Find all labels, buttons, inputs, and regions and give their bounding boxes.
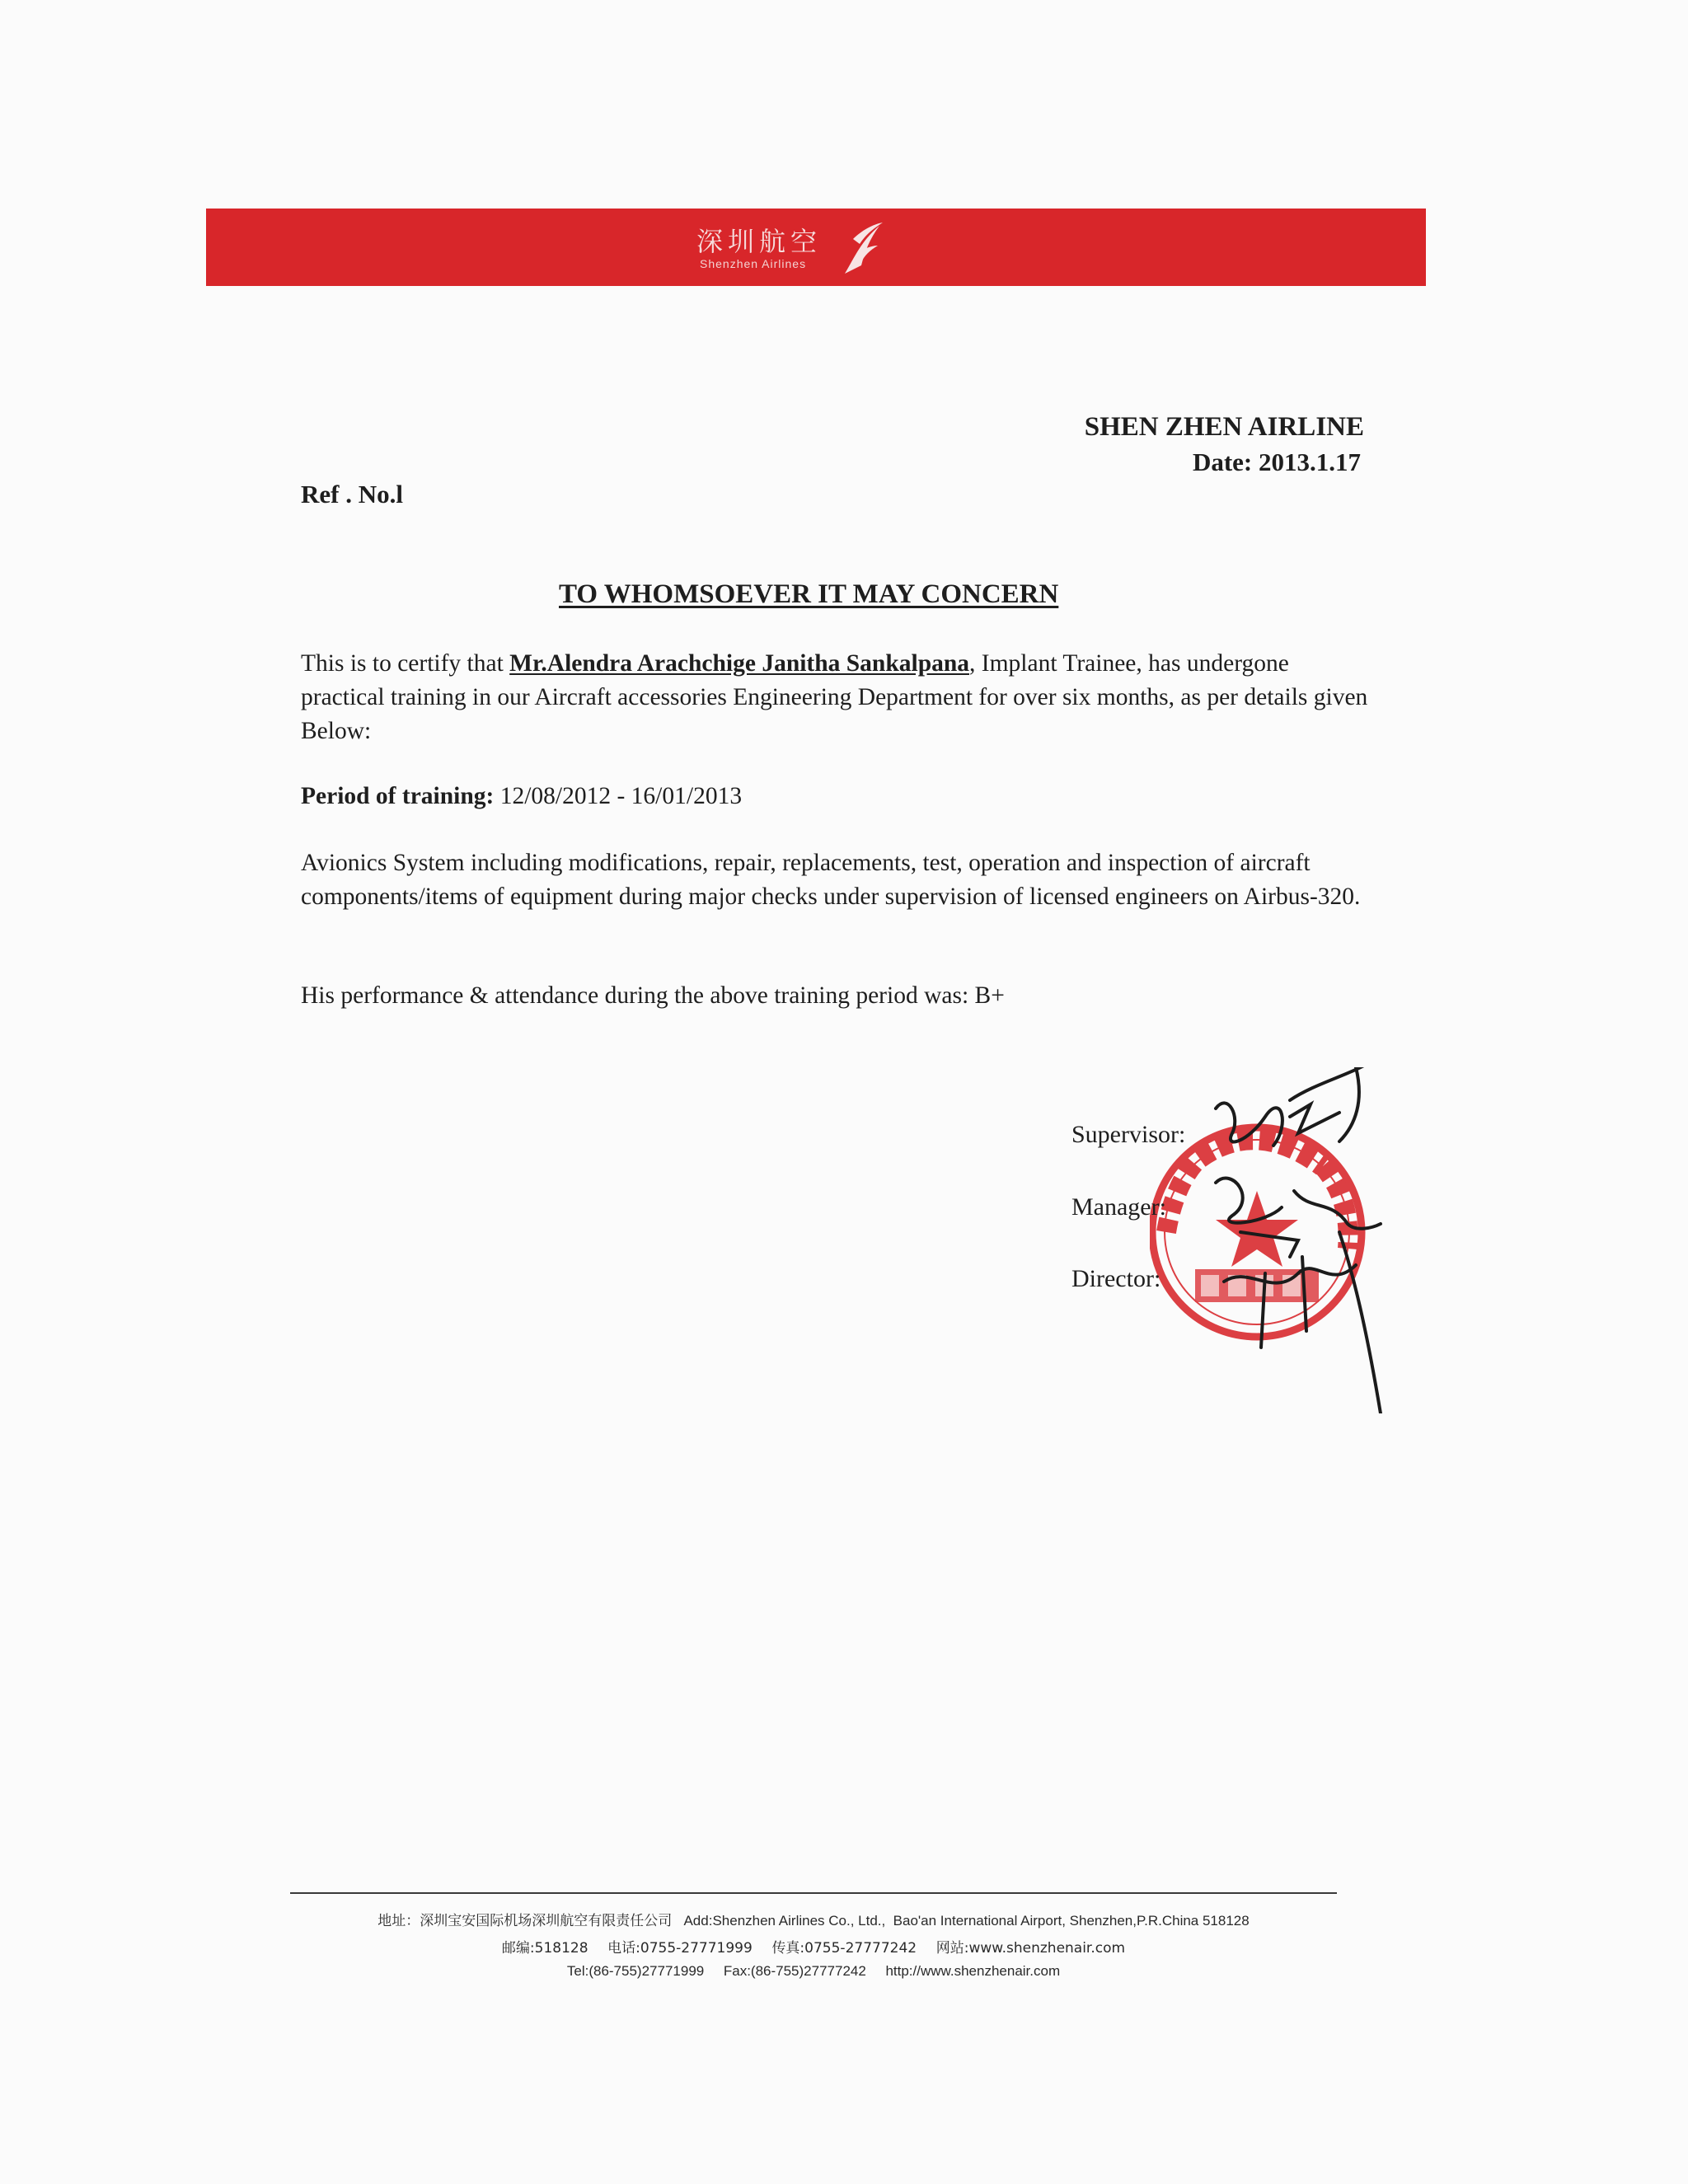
letter-date: Date: 2013.1.17 <box>1192 448 1361 476</box>
logo-english-text: Shenzhen Airlines <box>700 257 807 270</box>
footer-postcode: 邮编:518128 <box>501 1940 588 1957</box>
footer-contact-cn <box>290 1936 1337 1957</box>
airline-logo <box>696 216 927 282</box>
bird-logo-icon <box>837 216 886 282</box>
footer-web-en: http://www.shenzhenair.com <box>885 1963 1061 1979</box>
footer-web-cn: 网站:www.shenzhenair.com <box>935 1940 1126 1957</box>
footer-divider <box>290 1892 1337 1894</box>
performance-paragraph: His performance & attendance during the above training period was: B+ <box>301 982 1005 1009</box>
manager-label: Manager: <box>1071 1193 1166 1221</box>
footer-tel-cn: 电话:0755-27771999 <box>607 1940 753 1957</box>
reference-number: Ref . No.l <box>301 480 403 509</box>
footer-tel-en: Tel:(86-755)27771999 <box>566 1963 705 1979</box>
official-seal-stamp <box>1150 1067 1414 1413</box>
footer-address-cn: 地址：深圳宝安国际机场深圳航空有限责任公司 <box>377 1913 673 1929</box>
footer-address <box>290 1909 1337 1929</box>
logo-chinese-text: 深圳航空 <box>696 226 823 257</box>
letter-title: TO WHOMSOEVER IT MAY CONCERN <box>559 579 1059 609</box>
footer-address-en: Add:Shenzhen Airlines Co., Ltd., Bao'an International Airport, Shenzhen,P.R.China 518128 <box>683 1913 1250 1929</box>
trainee-name: Mr.Alendra Arachchige Janitha Sankalpana <box>509 650 970 677</box>
period-value: 12/08/2012 - 16/01/2013 <box>494 783 743 809</box>
training-period <box>301 780 1372 813</box>
footer-contact-en <box>290 1963 1337 1980</box>
certification-paragraph <box>301 647 1372 748</box>
airline-name: SHEN ZHEN AIRLINE <box>1084 412 1364 442</box>
director-label: Director: <box>1071 1265 1161 1292</box>
training-details-paragraph: Avionics System including modifications, repair, replacements, test, operation and inspection of aircraft components/items of equipment during major checks under supervision of licensed engineers on Airbus-320. <box>301 850 1361 910</box>
supervisor-label: Supervisor: <box>1071 1121 1186 1148</box>
footer-fax-cn: 传真:0755-27777242 <box>771 1940 917 1957</box>
p1-prefix: This is to certify that <box>301 650 510 677</box>
footer-fax-en: Fax:(86-755)27777242 <box>723 1963 866 1979</box>
p1-suffix: , Implant Trainee, has undergone practical training in our Aircraft accessories Engineering Department for over six months, as per details given Below: <box>301 650 1368 744</box>
period-label: Period of training: <box>301 783 495 809</box>
